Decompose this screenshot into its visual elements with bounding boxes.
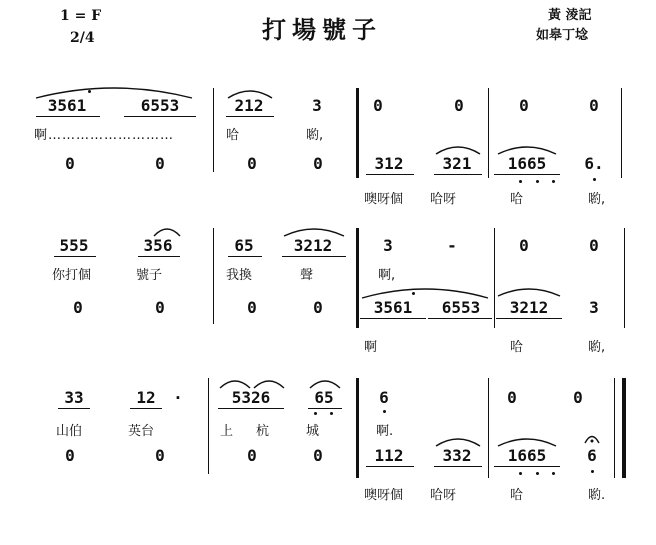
- lyric: 聲: [300, 268, 314, 283]
- octave-dot: [536, 472, 539, 475]
- beam-line: [130, 408, 162, 409]
- beam-line: [58, 408, 90, 409]
- slur: [282, 226, 346, 238]
- lyric: 啊: [364, 340, 378, 355]
- note-group: 6553: [140, 96, 180, 115]
- note-group: 0: [454, 96, 464, 115]
- credit-recorder: 黃 淩記: [548, 8, 592, 23]
- beam-line: [360, 318, 426, 319]
- note-group: 0: [65, 154, 75, 173]
- note-group: 3561: [47, 96, 87, 115]
- note-group: 0: [313, 154, 323, 173]
- beam-line: [494, 466, 560, 467]
- beam-line: [308, 408, 342, 409]
- barline: [488, 88, 489, 178]
- beam-line: [124, 116, 196, 117]
- octave-dot: [593, 178, 596, 181]
- barline: [356, 88, 359, 178]
- octave-dot: [330, 412, 333, 415]
- credit-source: 如皋丁埝: [536, 28, 589, 43]
- lyric: 哈呀: [430, 192, 457, 207]
- note-group: 0: [65, 446, 75, 465]
- note-group: 0: [73, 298, 83, 317]
- beam-line: [228, 256, 262, 257]
- note-group: 65: [314, 388, 334, 407]
- note-group: ·: [173, 388, 183, 407]
- slur: [218, 378, 252, 390]
- lyric: 哈呀: [430, 488, 457, 503]
- slur: [226, 88, 274, 100]
- slur: [360, 286, 490, 300]
- note-group: 1665: [507, 154, 547, 173]
- note-group: 12: [136, 388, 156, 407]
- note-group: 0: [589, 96, 599, 115]
- lyric: 喲,: [588, 192, 606, 207]
- octave-dot: [552, 472, 555, 475]
- octave-dot: [314, 412, 317, 415]
- note-group: 332: [442, 446, 472, 465]
- barline: [356, 378, 359, 478]
- barline: [213, 88, 214, 172]
- note-group: 0: [573, 388, 583, 407]
- key-signature: 1 = F: [60, 8, 102, 24]
- note-group: 0: [313, 298, 323, 317]
- slur: [252, 378, 286, 390]
- lyric: 城: [306, 424, 320, 439]
- barline: [488, 378, 489, 478]
- beam-line: [226, 116, 274, 117]
- lyric: 啊,: [378, 268, 396, 283]
- note-group: 0: [247, 298, 257, 317]
- note-group: 0: [507, 388, 517, 407]
- lyric: 啊………………………: [34, 128, 175, 143]
- beam-line: [496, 318, 562, 319]
- beam-line: [428, 318, 492, 319]
- note-group: 3561: [373, 298, 413, 317]
- note-group: 0: [519, 96, 529, 115]
- note-group: 3212: [293, 236, 333, 255]
- note-group: -: [447, 236, 457, 255]
- slur: [434, 436, 482, 448]
- beam-line: [434, 174, 482, 175]
- barline: [208, 378, 209, 474]
- final-barline-thick: [622, 378, 626, 478]
- slur: [308, 378, 342, 390]
- lyric: 噢呀個: [364, 192, 404, 207]
- lyric: 哈: [510, 488, 524, 503]
- note-group: 0: [313, 446, 323, 465]
- lyric: 你打個: [52, 268, 92, 283]
- time-signature: 2/4: [70, 30, 95, 46]
- slur: [496, 144, 558, 156]
- lyric: 號子: [136, 268, 163, 283]
- beam-line: [494, 174, 560, 175]
- beam-line: [54, 256, 96, 257]
- note-group: 0: [247, 154, 257, 173]
- note-group: 6: [379, 388, 389, 407]
- octave-dot: [536, 180, 539, 183]
- note-group: 6553: [441, 298, 481, 317]
- slur: [152, 226, 182, 238]
- fermata-icon: [584, 434, 600, 444]
- note-group: 3: [383, 236, 393, 255]
- final-barline-thin: [614, 378, 615, 478]
- note-group: 321: [442, 154, 472, 173]
- barline: [356, 228, 359, 328]
- barline: [213, 228, 214, 324]
- note-group: 6: [587, 446, 597, 465]
- barline: [621, 88, 622, 178]
- barline: [624, 228, 625, 328]
- note-group: 3: [589, 298, 599, 317]
- slur: [434, 144, 482, 156]
- note-group: 212: [234, 96, 264, 115]
- lyric: 我換: [226, 268, 253, 283]
- note-group: 0: [373, 96, 383, 115]
- note-group: 65: [234, 236, 254, 255]
- note-group: 112: [374, 446, 404, 465]
- note-group: 0: [589, 236, 599, 255]
- song-title: 打場號子: [262, 15, 382, 44]
- lyric: 哈: [510, 340, 524, 355]
- note-group: 3: [312, 96, 322, 115]
- octave-dot: [519, 472, 522, 475]
- note-group: 0: [247, 446, 257, 465]
- beam-line: [138, 256, 180, 257]
- octave-dot: [591, 470, 594, 473]
- note-group: 33: [64, 388, 84, 407]
- beam-line: [434, 466, 482, 467]
- note-group: 312: [374, 154, 404, 173]
- lyric: 喲,: [588, 340, 606, 355]
- lyric: 杭: [256, 424, 270, 439]
- note-group: 6.: [584, 154, 604, 173]
- note-group: 0: [519, 236, 529, 255]
- note-group: 555: [59, 236, 89, 255]
- note-group: 356: [143, 236, 173, 255]
- beam-line: [366, 174, 414, 175]
- octave-dot: [552, 180, 555, 183]
- slur: [34, 84, 194, 100]
- lyric: 哈: [510, 192, 524, 207]
- note-group: 3212: [509, 298, 549, 317]
- beam-line: [282, 256, 346, 257]
- lyric: 上: [220, 424, 234, 439]
- note-group: 0: [155, 446, 165, 465]
- slur: [496, 286, 562, 298]
- lyric: 山伯: [56, 424, 83, 439]
- slur: [496, 436, 558, 448]
- beam-line: [366, 466, 414, 467]
- note-group: 0: [155, 298, 165, 317]
- lyric: 喲.: [588, 488, 606, 503]
- lyric: 噢呀個: [364, 488, 404, 503]
- note-group: 0: [155, 154, 165, 173]
- lyric: 啊.: [376, 424, 394, 439]
- barline: [494, 228, 495, 328]
- beam-line: [36, 116, 100, 117]
- note-group: 1665: [507, 446, 547, 465]
- beam-line: [218, 408, 284, 409]
- lyric: 哈: [226, 128, 240, 143]
- octave-dot: [383, 410, 386, 413]
- lyric: 英台: [128, 424, 155, 439]
- note-group: 5326: [231, 388, 271, 407]
- lyric: 喲,: [306, 128, 324, 143]
- octave-dot: [519, 180, 522, 183]
